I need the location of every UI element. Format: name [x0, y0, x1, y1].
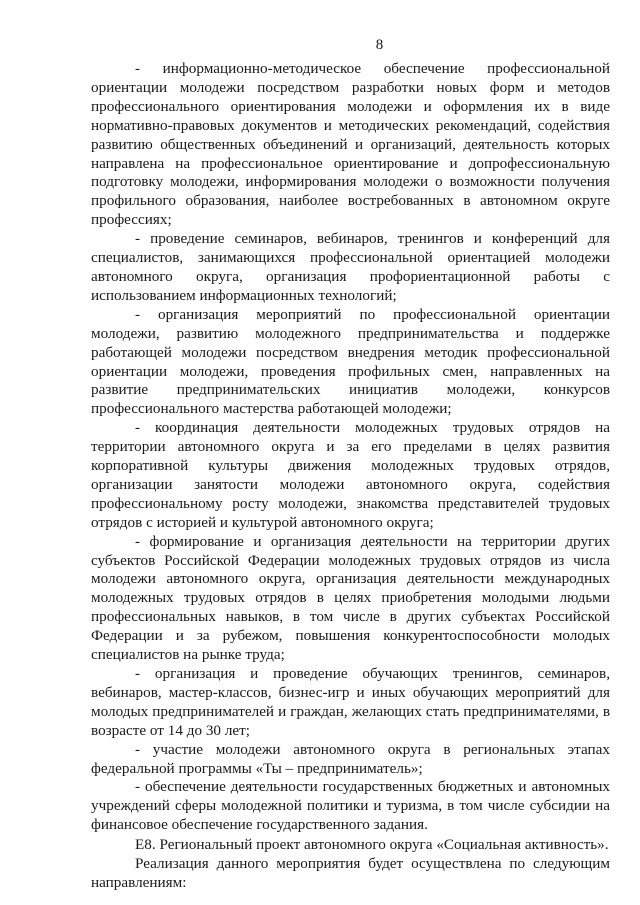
- paragraph-federal-program-participation: - участие молодежи автономного округа в региональных этапах федеральной программы «Ты – предприниматель»;: [91, 740, 610, 777]
- paragraph-labor-brigades-coordination: - координация деятельности молодежных трудовых отрядов на территории автономного округа и за его пределами в целях развития корпоративной культуры движения молодежных трудовых отрядов, организации занятости молодежи автономного округа, содействия профессиональному росту молодежи, знакомства представителей трудовых отрядов с историей и культурой автономного округа;: [91, 419, 610, 531]
- paragraph-labor-brigades-other-regions: - формирование и организация деятельности на территории других субъектов Российской Федерации молодежных трудовых отрядов из числа молодежи автономного округа, организация деятельности международных молодежных трудовых отрядов в целях приобретения молодыми людьми профессиональных навыков, в том числе в других субъектах Российской Федерации и за рубежом, повышения конкурентоспособности молодых специалистов на рынке труда;: [91, 532, 610, 664]
- paragraph-info-methodical-support: - информационно-методическое обеспечение профессиональной ориентации молодежи посредством разработки новых форм и методов профессионального ориентирования молодежи и оформления их в виде нормативно-правовых документов и методических рекомендаций, содействия развитию общественных объединений и организаций, деятельность которых направлена на профессиональное ориентирование и допрофессиональную подготовку молодежи, информирования молодежи о возможности получения профильного образования, наиболее востребованных в автономном округе профессиях;: [91, 60, 610, 229]
- paragraph-implementation-directions: Реализация данного мероприятия будет осуществлена по следующим направлениям:: [91, 855, 610, 891]
- paragraph-career-guidance-events: - организация мероприятий по профессиональной ориентации молодежи, развитию молодежного предпринимательства и поддержке работающей молодежи посредством внедрения методик профессиональной ориентации молодежи, проведения профильных смен, направленных на развитие предпринимательских инициатив молодежи, конкурсов профессионального мастерства работающей молодежи;: [91, 305, 610, 418]
- paragraph-training-entrepreneurs: - организация и проведение обучающих тренингов, семинаров, вебинаров, мастер-классов, бизнес-игр и иных обучающих мероприятий для молодых предпринимателей и граждан, желающих стать предпринимателями, в возрасте от 14 до 30 лет;: [91, 665, 610, 739]
- page-number: 8: [375, 37, 384, 53]
- section-heading-e8: Е8. Региональный проект автономного округа «Социальная активность».: [135, 836, 609, 854]
- paragraph-state-institutions-support: - обеспечение деятельности государственных бюджетных и автономных учреждений сферы молодежной политики и туризма, в том числе субсидии на финансовое обеспечение государственного задания.: [91, 778, 610, 834]
- paragraph-seminars-webinars: - проведение семинаров, вебинаров, тренингов и конференций для специалистов, занимающихся профессиональной ориентацией молодежи автономного округа, организация профориентационной работы с использованием информационных технологий;: [91, 230, 610, 304]
